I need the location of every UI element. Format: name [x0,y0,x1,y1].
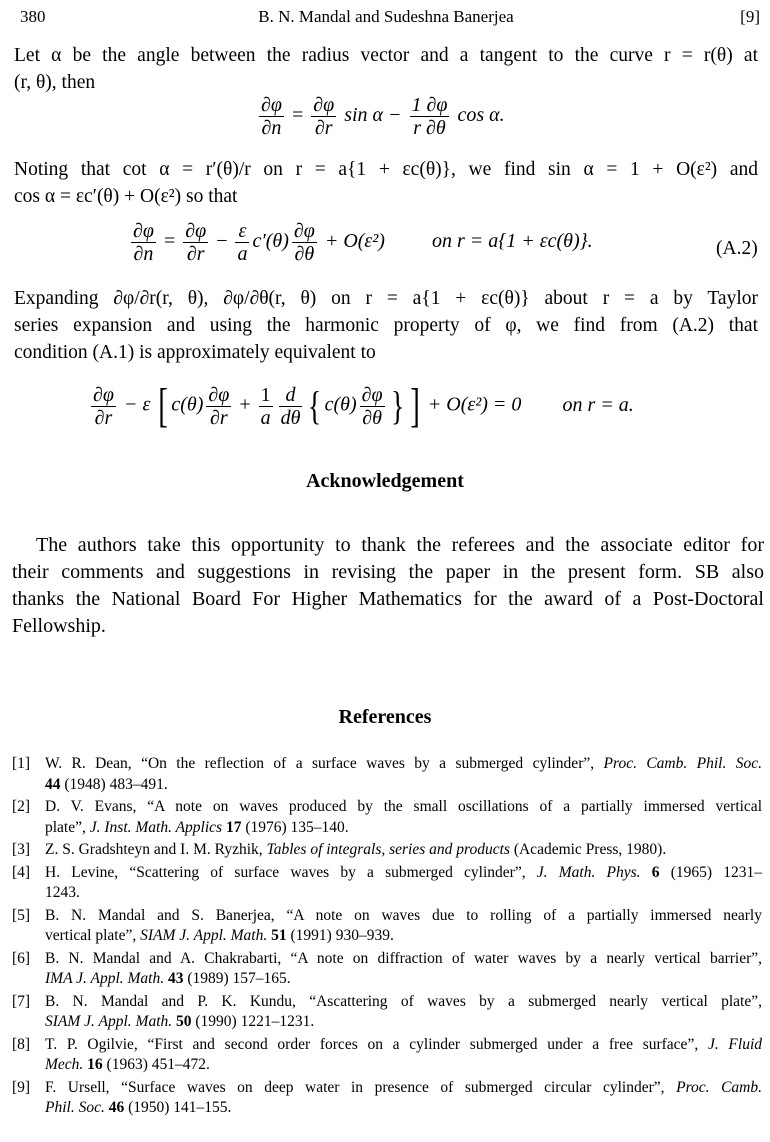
text-line: (r, θ), then [14,72,96,93]
equation-normal-derivative: $\frac{\partial\varphi}{\partial n}$ = $\frac{\partial\varphi}{\partial r}$ sin α − $\frac{1 \partial\varphi}{r \partial\theta}$ cos α. [261,94,505,139]
reference-number: [8] [12,1035,31,1053]
equation-condition: on r = a{1 + εc(θ)}. [431,230,593,253]
equation-condition: on r = a. [562,393,634,416]
reference-number: [7] [12,992,31,1010]
fraction: $\frac{\varepsilon}{a}$ [237,220,248,265]
equation-label-a2: (A.2) [716,238,758,259]
reference-item: [7] B. N. Mandal and P. K. Kundu, “Ascattering of waves by a submerged nearly vertical plate”, SIAM J. Appl. Math. 50 (1990) 1221–1231. [12,992,762,1030]
page-number: 380 [20,7,46,26]
equation-boundary-condition: $\frac{\partial\varphi}{\partial r}$ − ε [ c(θ) $\frac{\partial\varphi}{\partial r}$ + $\frac{1}{a}$ $\frac{d}{d\theta}$ { c(θ) $\frac{\partial\varphi}{\partial\theta}$ } ] + O(ε²) = 0 on r = a. [93,379,634,432]
fraction: $\frac{\partial\varphi}{\partial n}$ [133,220,154,265]
text-line: Expanding ∂φ/∂r(r, θ), ∂φ/∂θ(r, θ) on r = a{1 + εc(θ)} about r = a by Taylor [14,288,758,309]
text-line: thanks the National Board For Higher Mathematics for the award of a Post-Doctoral [12,588,764,610]
text-line: cos α = εc′(θ) + O(ε²) so that [14,186,238,207]
text-line: Fellowship. [12,615,106,637]
reference-number: [3] [12,841,31,858]
fraction: $\frac{1 \partial\varphi}{r \partial\theta}$ [411,94,448,139]
fraction: $\frac{1}{a}$ [260,383,271,429]
reference-item: [1] W. R. Dean, “On the reflection of a surface waves by a submerged cylinder”, Proc. Camb. Phil. Soc. 44 (1948) 483–491. [12,755,763,793]
paragraph-angle-definition [14,42,758,96]
fraction: $\frac{\partial\varphi}{\partial\theta}$ [293,220,315,265]
reference-number: [4] [12,863,31,881]
text-line: The authors take this opportunity to thank the referees and the associate editor for [36,534,764,556]
reference-item: [3] Z. S. Gradshteyn and I. M. Ryzhik, Tables of integrals, series and products (Academic Press, 1980). [12,840,762,861]
running-header [12,4,760,30]
reference-item: [2] D. V. Evans, “A note on waves produced by the small oscillations of a partially immersed vertical plate”, J. Inst. Math. Applics 17 (1976) 135–140. [12,798,762,836]
reference-item: [9] F. Ursell, “Surface waves on deep water in presence of submerged circular cylinder”, Proc. Camb. Phil. Soc. 46 (1950) 141–155. [12,1078,762,1116]
text-line: Let α be the angle between the radius vector and a tangent to the curve r = r(θ) at [14,45,758,66]
reference-number: [1] [12,755,31,772]
running-title: B. N. Mandal and Sudeshna Banerjea [258,7,514,26]
reference-item: [6] B. N. Mandal and A. Chakrabarti, “A note on diffraction of water waves by a nearly vertical barrier”, IMA J. Appl. Math. 43 (1989) 157–165. [12,949,762,987]
equation-a2: $\frac{\partial\varphi}{\partial n}$ = $\frac{\partial\varphi}{\partial r}$ − $\frac{\varepsilon}{a}$ c′(θ) $\frac{\partial\varphi}{\partial\theta}$ + O(ε²) on r = a{1 + εc(θ)}. [133,220,593,265]
text-line: Noting that cot α = r′(θ)/r on r = a{1 + εc(θ)}, we find sin α = 1 + O(ε²) and [14,159,758,180]
text-line: series expansion and using the harmonic property of φ, we find from (A.2) that [14,315,758,336]
reference-number: [9] [12,1078,31,1096]
reference-item: [5] B. N. Mandal and S. Banerjea, “A note on waves due to rolling of a partially immersed nearly vertical plate”, SIAM J. Appl. Math. 51 (1991) 930–939. [12,906,762,944]
fraction: $\frac{d}{d\theta}$ [280,383,301,429]
fraction: $\frac{\partial\varphi}{\partial r}$ [208,383,230,429]
text-line: condition (A.1) is approximately equivalent to [14,342,376,363]
reference-item: [4] H. Levine, “Scattering of surface waves by a submerged cylinder”, J. Math. Phys. 6 (1965) 1231– 1243. [12,863,763,901]
fraction: $\frac{\partial\varphi}{\partial r}$ [93,383,114,429]
reference-number: [2] [12,798,31,815]
citation-mark: [9] [740,7,760,26]
references-heading: References [338,706,432,728]
reference-number: [6] [12,949,31,967]
fraction: $\frac{\partial\varphi}{\partial n}$ [261,94,282,139]
reference-item: [8] T. P. Ogilvie, “First and second order forces on a cylinder submerged under a free surface”, J. Fluid Mech. 16 (1963) 451–472. [12,1035,763,1073]
reference-list [12,754,762,1121]
paragraph-expanding [14,285,758,366]
acknowledgement-heading: Acknowledgement [306,470,464,492]
fraction: $\frac{\partial\varphi}{\partial r}$ [313,94,335,139]
text-line: their comments and suggestions in revising the paper in the present form. SB also [12,561,764,583]
acknowledgement-paragraph [12,532,764,640]
reference-number: [5] [12,906,31,924]
fraction: $\frac{\partial\varphi}{\partial\theta}$ [361,383,383,429]
paragraph-noting [14,156,758,210]
fraction: $\frac{\partial\varphi}{\partial r}$ [185,220,207,265]
